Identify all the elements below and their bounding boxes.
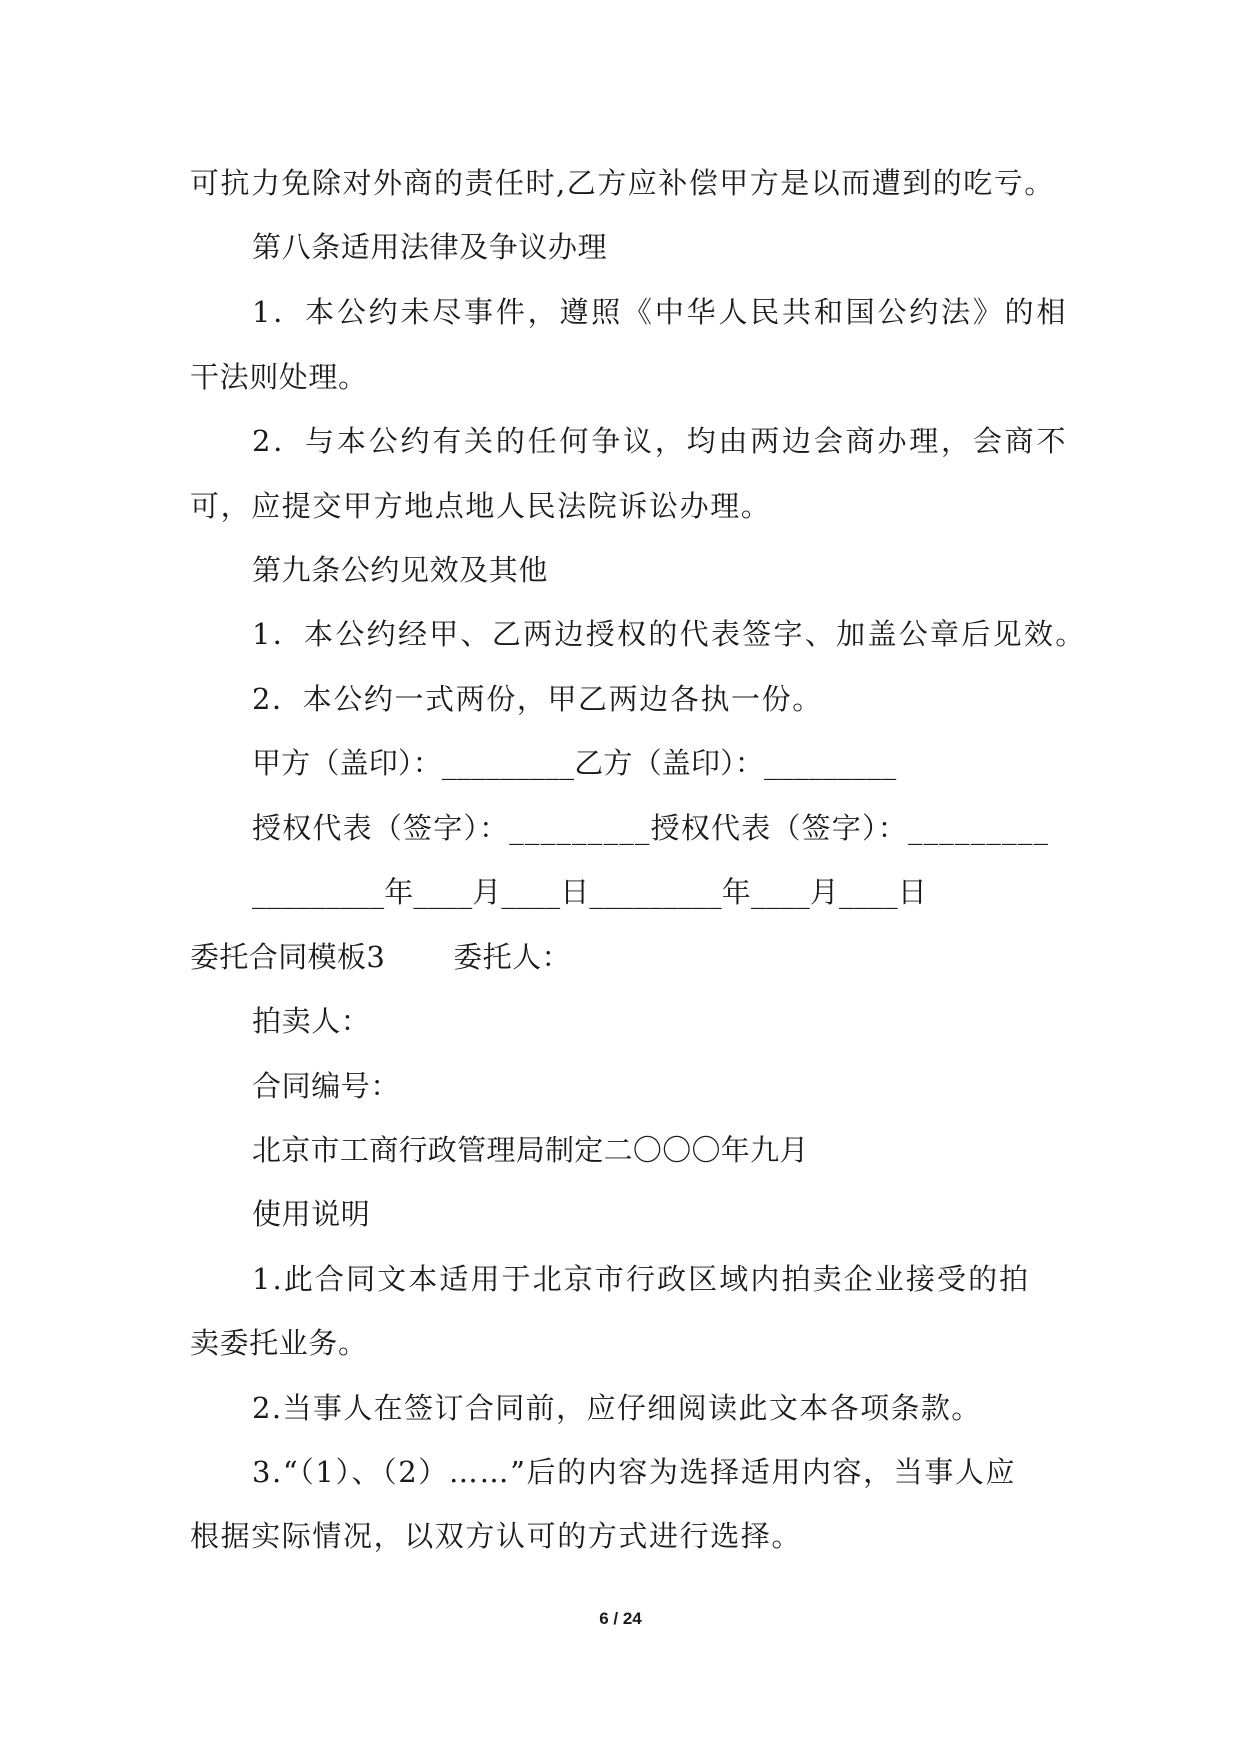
paragraph-line: 可抗力免除对外商的责任时,乙方应补偿甲方是以而遭到的吃亏。 [190, 166, 1055, 200]
section-heading-article-9: 第九条公约见效及其他 [252, 553, 549, 587]
paragraph-line: 2．本公约一式两份，甲乙两边各执一份。 [252, 682, 823, 716]
paragraph-line: 卖委托业务。 [190, 1326, 368, 1360]
template-title-line [190, 937, 571, 977]
paragraph-line: 1．本公约经甲、乙两边授权的代表签字、加盖公章后见效。 [252, 617, 1087, 651]
signature-seal-line: 甲方（盖印）：_________乙方（盖印）：_________ [252, 746, 897, 780]
usage-notes-heading: 使用说明 [252, 1197, 371, 1231]
template-title: 委托合同模板3 [190, 940, 386, 974]
paragraph-line: 1.此合同文本适用于北京市行政区域内拍卖企业接受的拍 [252, 1262, 1031, 1296]
contract-number-label: 合同编号： [252, 1069, 401, 1103]
paragraph-line: 根据实际情况，以双方认可的方式进行选择。 [190, 1519, 803, 1553]
page-number: 6 / 24 [599, 1609, 642, 1628]
paragraph-line: 3.“（1）、（2）……”后的内容为选择适用内容，当事人应 [252, 1455, 1017, 1489]
section-heading-article-8: 第八条适用法律及争议办理 [252, 230, 608, 264]
paragraph-line: 1．本公约未尽事件，遵照《中华人民共和国公约法》的相 [252, 295, 1069, 329]
auctioneer-label: 拍卖人： [252, 1004, 371, 1038]
paragraph-line: 干法则处理。 [190, 360, 368, 394]
issuer-line: 北京市工商行政管理局制定二〇〇〇年九月 [252, 1133, 809, 1167]
signature-date-line: _________年____月____日_________年____月____日 [252, 875, 928, 909]
signature-representative-line: 授权代表（签字）：_________授权代表（签字）：_________ [252, 811, 1050, 845]
paragraph-line: 2．与本公约有关的任何争议，均由两边会商办理，会商不 [252, 424, 1069, 458]
principal-label: 委托人： [453, 940, 571, 974]
paragraph-line: 可，应提交甲方地点地人民法院诉讼办理。 [190, 489, 772, 523]
paragraph-line: 2.当事人在签订合同前，应仔细阅读此文本各项条款。 [252, 1391, 982, 1425]
